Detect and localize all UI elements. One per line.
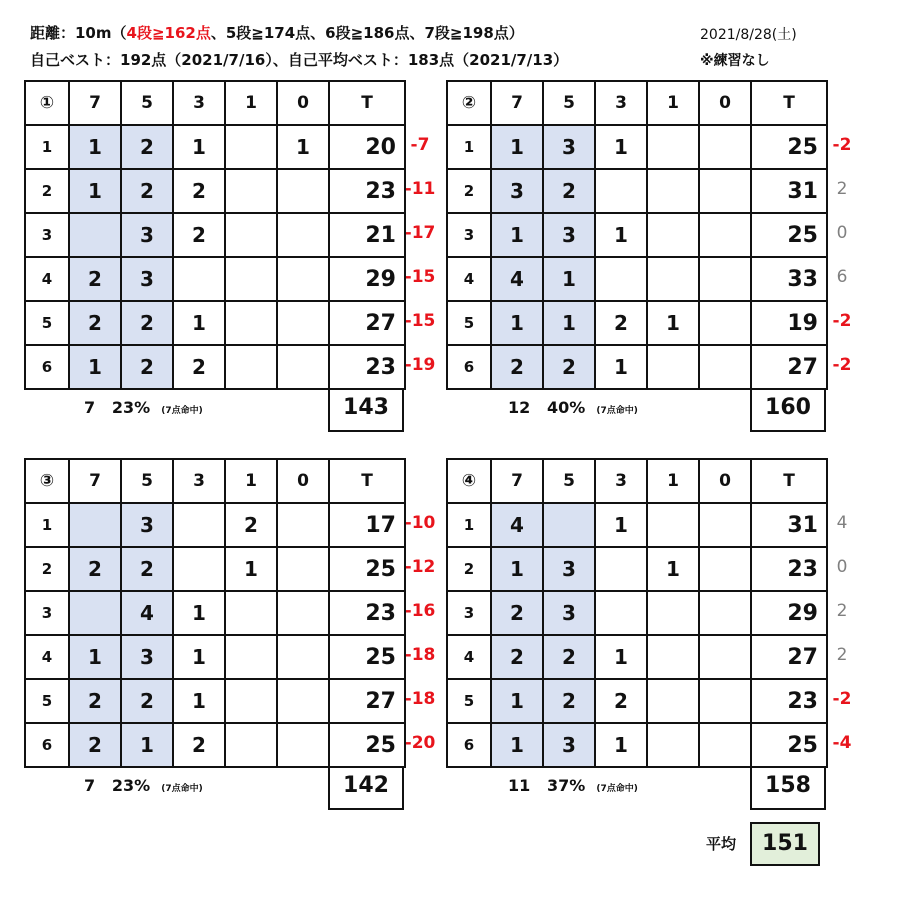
hit-count-cell: [647, 723, 699, 767]
end-diff: -19: [404, 355, 436, 375]
hit-count-cell: 2: [173, 723, 225, 767]
end-row: [447, 125, 827, 169]
end-diff: -20: [404, 733, 436, 753]
hit-count-cell: 2: [121, 301, 173, 345]
end-row: [447, 345, 827, 389]
end-number: 4: [25, 257, 69, 301]
hit-count-cell: 3: [491, 169, 543, 213]
end-number: 2: [25, 547, 69, 591]
end-row: [447, 723, 827, 767]
hit-count-cell: [277, 679, 329, 723]
end-row: [25, 257, 405, 301]
hit-count-cell: 2: [595, 301, 647, 345]
column-header: 3: [595, 81, 647, 125]
seven-hit-note: (7点命中): [596, 406, 638, 416]
hit-count-cell: [699, 503, 751, 547]
end-row: [447, 635, 827, 679]
end-diff: 4: [836, 513, 848, 533]
end-number: 6: [25, 723, 69, 767]
hit-count-cell: [595, 169, 647, 213]
hit-count-cell: 1: [173, 635, 225, 679]
end-total: 31: [751, 169, 827, 213]
hit-count-cell: [225, 679, 277, 723]
column-header: 1: [647, 81, 699, 125]
hit-count-cell: 2: [121, 345, 173, 389]
end-total: 31: [751, 503, 827, 547]
end-row: [447, 213, 827, 257]
end-row: [25, 723, 405, 767]
hit-count-cell: 1: [173, 125, 225, 169]
distance-criteria: [30, 22, 524, 43]
end-diff: -12: [404, 557, 436, 577]
hit-count-cell: [277, 213, 329, 257]
column-header: 3: [595, 459, 647, 503]
end-row: [25, 213, 405, 257]
column-header: 5: [543, 459, 595, 503]
round-label: ①: [25, 81, 69, 125]
hit-count-cell: [277, 345, 329, 389]
column-header: 3: [173, 81, 225, 125]
hit-count-cell: [699, 125, 751, 169]
end-number: 4: [447, 257, 491, 301]
column-header: 5: [543, 81, 595, 125]
hit-count-cell: 2: [225, 503, 277, 547]
end-diff: -4: [832, 733, 852, 753]
end-diff: -2: [832, 311, 852, 331]
end-number: 2: [447, 547, 491, 591]
hit-count-cell: 3: [121, 213, 173, 257]
end-number: 6: [25, 345, 69, 389]
hit-count-cell: 2: [173, 213, 225, 257]
seven-hit-note: (7点命中): [161, 784, 203, 794]
hit-count-cell: 3: [543, 547, 595, 591]
hit-count-cell: [69, 503, 121, 547]
round-total: 160: [750, 388, 826, 432]
hit-count-cell: 2: [121, 125, 173, 169]
round-summary: [84, 398, 203, 417]
end-diff: -17: [404, 223, 436, 243]
hit-count-cell: [647, 503, 699, 547]
hit-count-cell: 1: [491, 301, 543, 345]
end-number: 1: [447, 125, 491, 169]
end-row: [447, 679, 827, 723]
seven-hit-note: (7点命中): [161, 406, 203, 416]
hit-count-cell: 1: [595, 503, 647, 547]
hit-count-cell: [699, 213, 751, 257]
hit-count-cell: [647, 213, 699, 257]
end-diff: -2: [832, 135, 852, 155]
hit-count-cell: 1: [491, 547, 543, 591]
score-table: [446, 80, 828, 390]
end-total: 23: [329, 169, 405, 213]
column-header: T: [329, 459, 405, 503]
hit-count-cell: [699, 635, 751, 679]
hit-count-cell: 2: [69, 257, 121, 301]
hit-count-cell: 3: [543, 723, 595, 767]
hit-count-cell: [647, 125, 699, 169]
hit-count-cell: 2: [173, 169, 225, 213]
average-score: 151: [750, 822, 820, 866]
hit-count-cell: 1: [647, 547, 699, 591]
hit-count-cell: [277, 635, 329, 679]
column-header: 1: [225, 81, 277, 125]
end-total: 23: [751, 547, 827, 591]
hit-count-cell: 2: [543, 345, 595, 389]
column-header: 5: [121, 81, 173, 125]
end-row: [25, 301, 405, 345]
hit-count-cell: 1: [173, 679, 225, 723]
hit-count-cell: [225, 257, 277, 301]
hit-count-cell: [543, 503, 595, 547]
hit-count-cell: [173, 503, 225, 547]
column-header: T: [329, 81, 405, 125]
hit-count-cell: 1: [491, 125, 543, 169]
end-number: 3: [25, 591, 69, 635]
end-total: 23: [329, 345, 405, 389]
column-header: 0: [277, 81, 329, 125]
hit-count-cell: [277, 169, 329, 213]
average-label: 平均: [706, 835, 737, 853]
hit-count-cell: [595, 591, 647, 635]
end-number: 2: [447, 169, 491, 213]
column-header: 1: [225, 459, 277, 503]
hit-count-cell: 2: [543, 169, 595, 213]
round-label: ③: [25, 459, 69, 503]
column-header: 3: [173, 459, 225, 503]
seven-hit-rate: 37%: [546, 776, 586, 795]
hit-count-cell: [225, 301, 277, 345]
hit-count-cell: 4: [491, 257, 543, 301]
end-number: 6: [447, 723, 491, 767]
end-row: [25, 169, 405, 213]
end-total: 25: [329, 723, 405, 767]
end-diff: 2: [836, 179, 848, 199]
round-total: 143: [328, 388, 404, 432]
end-row: [447, 301, 827, 345]
hit-count-cell: 2: [173, 345, 225, 389]
hit-count-cell: 2: [69, 723, 121, 767]
hit-count-cell: 2: [491, 591, 543, 635]
end-row: [447, 591, 827, 635]
score-table: [24, 80, 406, 390]
end-total: 23: [329, 591, 405, 635]
seven-hit-count: 12: [508, 398, 531, 417]
hit-count-cell: 1: [69, 635, 121, 679]
hit-count-cell: 1: [595, 345, 647, 389]
hit-count-cell: [595, 547, 647, 591]
hit-count-cell: [225, 169, 277, 213]
hit-count-cell: [69, 213, 121, 257]
hit-count-cell: 1: [173, 591, 225, 635]
hit-count-cell: 1: [69, 169, 121, 213]
round-panel-3: [24, 458, 494, 818]
end-total: 20: [329, 125, 405, 169]
hit-count-cell: [225, 591, 277, 635]
hit-count-cell: 1: [543, 301, 595, 345]
hit-count-cell: [173, 547, 225, 591]
hit-count-cell: 1: [543, 257, 595, 301]
hit-count-cell: 1: [69, 125, 121, 169]
seven-hit-count: 11: [508, 776, 531, 795]
end-number: 1: [447, 503, 491, 547]
end-diff: 2: [836, 601, 848, 621]
column-header: T: [751, 459, 827, 503]
column-header: 7: [491, 81, 543, 125]
end-number: 2: [25, 169, 69, 213]
session-note: ※練習なし: [700, 53, 770, 69]
hit-count-cell: 2: [121, 679, 173, 723]
column-header: 0: [699, 81, 751, 125]
hit-count-cell: [699, 257, 751, 301]
hit-count-cell: [225, 125, 277, 169]
hit-count-cell: [225, 723, 277, 767]
column-header: T: [751, 81, 827, 125]
hit-count-cell: [225, 635, 277, 679]
end-total: 25: [751, 213, 827, 257]
column-header: 7: [491, 459, 543, 503]
end-total: 25: [329, 635, 405, 679]
hit-count-cell: [277, 723, 329, 767]
hit-count-cell: [277, 591, 329, 635]
seven-hit-count: 7: [84, 776, 96, 795]
hit-count-cell: 1: [121, 723, 173, 767]
end-total: 25: [751, 723, 827, 767]
end-diff: -11: [404, 179, 436, 199]
hit-count-cell: [699, 345, 751, 389]
end-diff: -10: [404, 513, 436, 533]
end-total: 27: [751, 345, 827, 389]
end-total: 33: [751, 257, 827, 301]
hit-count-cell: 1: [277, 125, 329, 169]
end-diff: 0: [836, 557, 848, 577]
criteria-prefix: 距離：10m（: [30, 24, 127, 42]
end-row: [25, 547, 405, 591]
end-number: 3: [447, 591, 491, 635]
end-number: 3: [25, 213, 69, 257]
hit-count-cell: 1: [491, 723, 543, 767]
hit-count-cell: 1: [595, 125, 647, 169]
hit-count-cell: 1: [491, 213, 543, 257]
end-total: 29: [329, 257, 405, 301]
hit-count-cell: 3: [543, 125, 595, 169]
personal-best: 自己ベスト：192点（2021/7/16）、自己平均ベスト：183点（2021/7/13）: [30, 51, 569, 69]
end-number: 6: [447, 345, 491, 389]
column-header: 0: [277, 459, 329, 503]
criteria-suffix: 、5段≧174点、6段≧186点、7段≧198点）: [210, 24, 524, 42]
end-diff: -2: [832, 355, 852, 375]
seven-hit-rate: 40%: [546, 398, 586, 417]
end-total: 21: [329, 213, 405, 257]
hit-count-cell: [647, 345, 699, 389]
hit-count-cell: 2: [69, 679, 121, 723]
hit-count-cell: [647, 679, 699, 723]
hit-count-cell: [699, 547, 751, 591]
round-summary: [508, 398, 638, 417]
hit-count-cell: [699, 679, 751, 723]
hit-count-cell: [69, 591, 121, 635]
hit-count-cell: [277, 547, 329, 591]
round-label: ②: [447, 81, 491, 125]
round-total: 158: [750, 766, 826, 810]
hit-count-cell: 1: [647, 301, 699, 345]
end-row: [447, 257, 827, 301]
end-number: 5: [25, 679, 69, 723]
hit-count-cell: 1: [173, 301, 225, 345]
hit-count-cell: 2: [595, 679, 647, 723]
end-number: 5: [447, 301, 491, 345]
hit-count-cell: [699, 723, 751, 767]
end-number: 3: [447, 213, 491, 257]
round-summary: [508, 776, 638, 795]
end-row: [25, 125, 405, 169]
end-diff: 2: [836, 645, 848, 665]
hit-count-cell: 1: [69, 345, 121, 389]
hit-count-cell: [277, 257, 329, 301]
end-total: 27: [329, 679, 405, 723]
end-total: 25: [751, 125, 827, 169]
end-diff: -15: [404, 267, 436, 287]
end-total: 23: [751, 679, 827, 723]
hit-count-cell: 3: [121, 503, 173, 547]
round-panel-1: [24, 80, 494, 440]
end-row: [25, 345, 405, 389]
hit-count-cell: 2: [543, 679, 595, 723]
end-number: 1: [25, 503, 69, 547]
hit-count-cell: 3: [121, 635, 173, 679]
end-total: 25: [329, 547, 405, 591]
end-number: 4: [25, 635, 69, 679]
end-row: [447, 503, 827, 547]
end-diff: -16: [404, 601, 436, 621]
hit-count-cell: 2: [491, 345, 543, 389]
end-row: [25, 591, 405, 635]
end-row: [25, 503, 405, 547]
column-header: 0: [699, 459, 751, 503]
criteria-4dan: 4段≧162点: [126, 24, 211, 42]
end-total: 27: [329, 301, 405, 345]
end-number: 5: [447, 679, 491, 723]
hit-count-cell: [225, 213, 277, 257]
end-diff: -18: [404, 689, 436, 709]
hit-count-cell: 1: [491, 679, 543, 723]
score-table: [24, 458, 406, 768]
hit-count-cell: 2: [543, 635, 595, 679]
seven-hit-rate: 23%: [111, 776, 151, 795]
round-label: ④: [447, 459, 491, 503]
seven-hit-note: (7点命中): [596, 784, 638, 794]
round-panel-2: [446, 80, 900, 440]
hit-count-cell: [647, 635, 699, 679]
hit-count-cell: [699, 591, 751, 635]
end-row: [447, 547, 827, 591]
end-diff: -15: [404, 311, 436, 331]
end-diff: 0: [836, 223, 848, 243]
hit-count-cell: [277, 301, 329, 345]
hit-count-cell: [647, 257, 699, 301]
end-row: [447, 169, 827, 213]
hit-count-cell: 4: [491, 503, 543, 547]
end-row: [25, 679, 405, 723]
hit-count-cell: 1: [595, 213, 647, 257]
hit-count-cell: 3: [543, 591, 595, 635]
end-total: 19: [751, 301, 827, 345]
hit-count-cell: [699, 301, 751, 345]
hit-count-cell: [647, 169, 699, 213]
hit-count-cell: 2: [69, 547, 121, 591]
hit-count-cell: 1: [595, 635, 647, 679]
hit-count-cell: 1: [225, 547, 277, 591]
column-header: 5: [121, 459, 173, 503]
end-total: 27: [751, 635, 827, 679]
hit-count-cell: 2: [121, 169, 173, 213]
score-table: [446, 458, 828, 768]
end-diff: 6: [836, 267, 848, 287]
hit-count-cell: 1: [595, 723, 647, 767]
hit-count-cell: [225, 345, 277, 389]
column-header: 7: [69, 81, 121, 125]
session-date: 2021/8/28(土): [700, 27, 797, 43]
end-number: 1: [25, 125, 69, 169]
hit-count-cell: 2: [491, 635, 543, 679]
hit-count-cell: [595, 257, 647, 301]
hit-count-cell: [173, 257, 225, 301]
end-total: 29: [751, 591, 827, 635]
seven-hit-count: 7: [84, 398, 96, 417]
hit-count-cell: 3: [543, 213, 595, 257]
round-total: 142: [328, 766, 404, 810]
seven-hit-rate: 23%: [111, 398, 151, 417]
end-row: [25, 635, 405, 679]
end-diff: -7: [410, 135, 430, 155]
column-header: 1: [647, 459, 699, 503]
round-summary: [84, 776, 203, 795]
hit-count-cell: [277, 503, 329, 547]
end-number: 5: [25, 301, 69, 345]
end-total: 17: [329, 503, 405, 547]
hit-count-cell: 3: [121, 257, 173, 301]
hit-count-cell: 2: [121, 547, 173, 591]
end-diff: -2: [832, 689, 852, 709]
column-header: 7: [69, 459, 121, 503]
end-number: 4: [447, 635, 491, 679]
round-panel-4: [446, 458, 900, 818]
hit-count-cell: 4: [121, 591, 173, 635]
hit-count-cell: [647, 591, 699, 635]
hit-count-cell: 2: [69, 301, 121, 345]
end-diff: -18: [404, 645, 436, 665]
hit-count-cell: [699, 169, 751, 213]
